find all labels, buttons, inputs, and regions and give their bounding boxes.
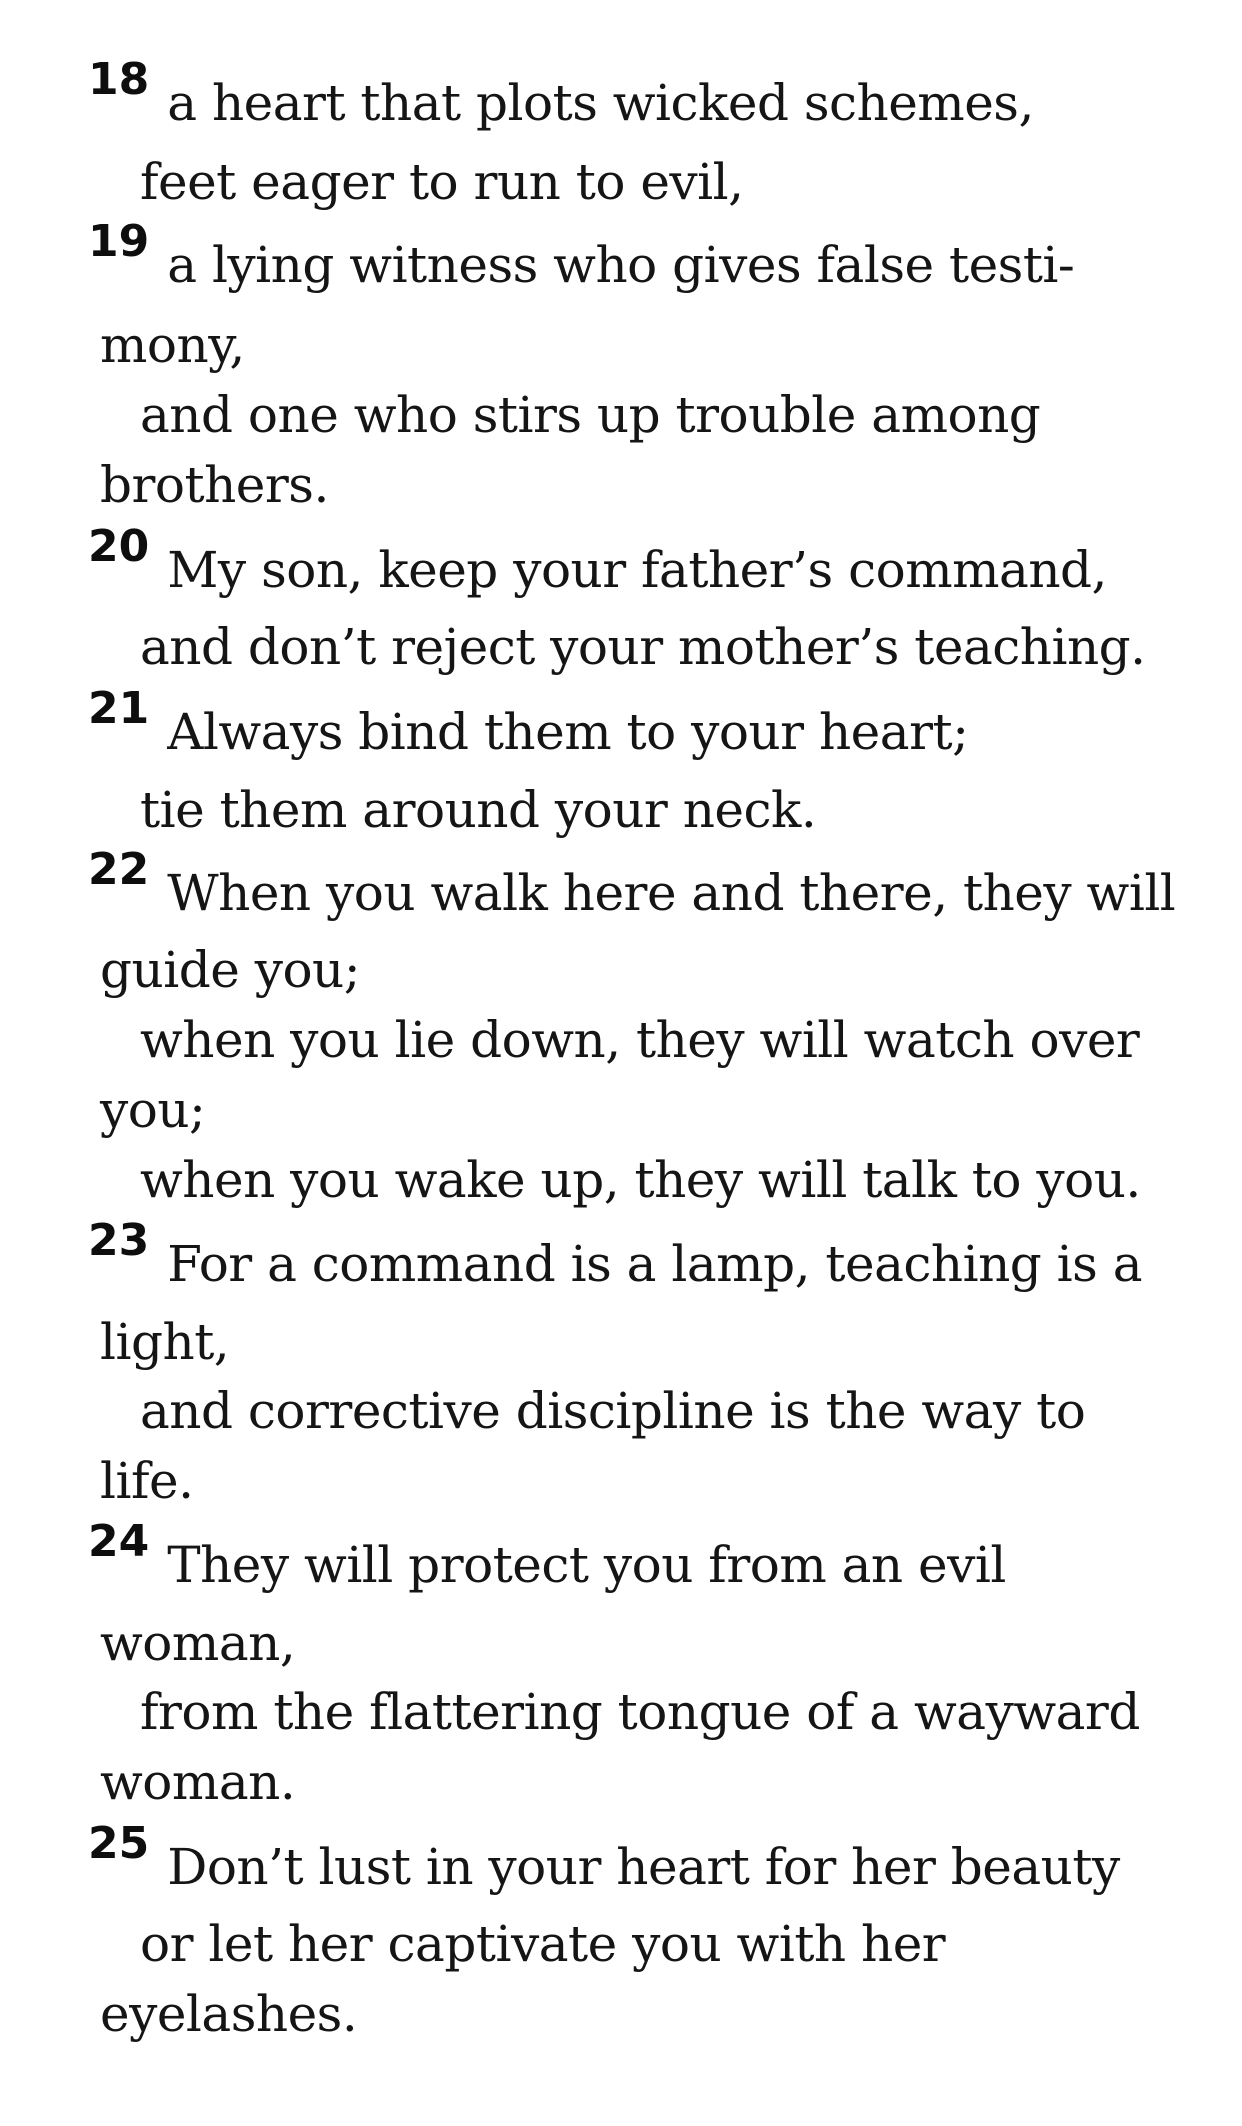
verse-22-line-4: you; bbox=[100, 1081, 206, 1139]
verse-number: 25 bbox=[88, 1818, 150, 1869]
verse-text: a lying witness who gives false testi- bbox=[167, 236, 1075, 294]
verse-text: Always bind them to your heart; bbox=[167, 703, 969, 761]
verse-24-line-2: woman, bbox=[100, 1614, 296, 1672]
verse-21-line-2: tie them around your neck. bbox=[140, 781, 817, 839]
verse-18-line-2: feet eager to run to evil, bbox=[140, 153, 744, 211]
verse-19-line-2: mony, bbox=[100, 316, 245, 374]
verse-number: 23 bbox=[88, 1215, 150, 1266]
verse-number: 22 bbox=[88, 844, 150, 895]
verse-19-line-3: and one who stirs up trouble among bbox=[140, 386, 1041, 444]
verse-24-line-4: woman. bbox=[100, 1753, 296, 1811]
verse-24-line-3: from the flattering tongue of a wayward bbox=[140, 1683, 1140, 1741]
verse-text: When you walk here and there, they will bbox=[167, 864, 1176, 922]
verse-20-line-1 bbox=[88, 521, 1107, 600]
verse-text: They will protect you from an evil bbox=[167, 1536, 1006, 1594]
verse-19-line-4: brothers. bbox=[100, 456, 329, 514]
verse-text: a heart that plots wicked schemes, bbox=[167, 74, 1034, 132]
verse-text: My son, keep your father’s command, bbox=[167, 541, 1107, 599]
verse-22-line-3: when you lie down, they will watch over bbox=[140, 1011, 1140, 1069]
verse-23-line-3: and corrective discipline is the way to bbox=[140, 1382, 1086, 1440]
verse-number: 24 bbox=[88, 1516, 150, 1567]
verse-24-line-1 bbox=[88, 1516, 1006, 1595]
verse-text: For a command is a lamp, teaching is a bbox=[167, 1235, 1143, 1293]
verse-18-line-1 bbox=[88, 54, 1034, 133]
verse-20-line-2: and don’t reject your mother’s teaching. bbox=[140, 618, 1146, 676]
verse-22-line-1 bbox=[88, 844, 1176, 923]
verse-23-line-1 bbox=[88, 1215, 1143, 1294]
verse-number: 19 bbox=[88, 216, 150, 267]
verse-23-line-4: life. bbox=[100, 1452, 194, 1510]
verse-23-line-2: light, bbox=[100, 1313, 230, 1371]
verse-text: Don’t lust in your heart for her beauty bbox=[167, 1838, 1120, 1896]
verse-number: 18 bbox=[88, 54, 150, 105]
verse-22-line-2: guide you; bbox=[100, 941, 361, 999]
verse-number: 21 bbox=[88, 683, 150, 734]
verse-19-line-1 bbox=[88, 216, 1075, 295]
verse-25-line-1 bbox=[88, 1818, 1120, 1897]
verse-25-line-2: or let her captivate you with her bbox=[140, 1915, 946, 1973]
verse-22-line-5: when you wake up, they will talk to you. bbox=[140, 1151, 1141, 1209]
verse-21-line-1 bbox=[88, 683, 969, 762]
verse-number: 20 bbox=[88, 521, 150, 572]
verse-25-line-3: eyelashes. bbox=[100, 1985, 358, 2043]
